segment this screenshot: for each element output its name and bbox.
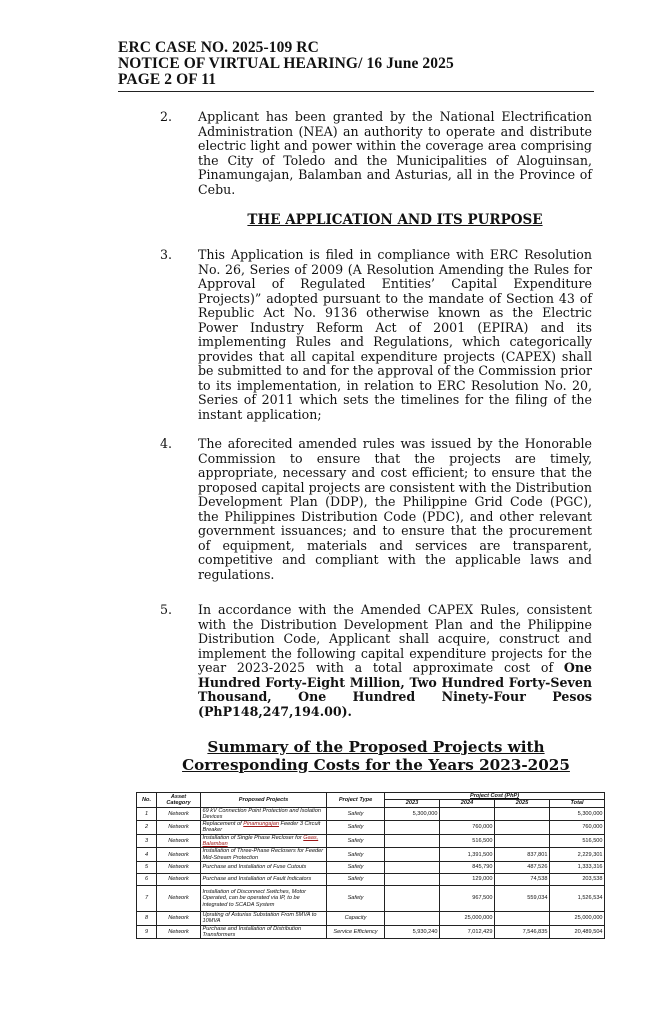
cell-category: Network (157, 834, 201, 848)
table-row (137, 821, 605, 835)
cell-2025: 837,801 (495, 848, 550, 862)
cell-project: Purchase and Installation of Distribution Transformers (201, 925, 327, 939)
page-indicator: PAGE 2 OF 11 (118, 71, 217, 88)
cell-no: 5 (137, 861, 157, 873)
cell-project: Purchase and Installation of Fault Indicators (201, 873, 327, 885)
paragraph-text: The aforecited amended rules was issued by the Honorable Commission to ensure that the projects are timely, appropriate, necessary and cost efficient; to ensure that the proposed capital projects are consistent with the Distribution Development Plan (DDP), the Philippine Grid Code (PGC), the Philippines Distribution Code (PDC), and other relevant government issuances; and to ensure that the procurement of equipment, materials and services are transparent, competitive and compliant with the applicable laws and regulations. (198, 436, 592, 582)
cell-type: Safety (327, 807, 385, 821)
table-row (137, 911, 605, 925)
cell-type: Safety (327, 861, 385, 873)
cell-project-part: Feeder 3 Circuit Breaker (202, 821, 321, 834)
header-2025: 2025 (495, 800, 550, 807)
cell-2025: 487,526 (495, 861, 550, 873)
cell-type: Service Efficiency (327, 925, 385, 939)
header-rule (118, 91, 594, 92)
cell-2024: 25,000,000 (440, 911, 495, 925)
cell-2023 (385, 834, 440, 848)
table-row (137, 873, 605, 885)
cell-no: 9 (137, 925, 157, 939)
cell-category: Network (157, 911, 201, 925)
cell-2024: 760,000 (440, 821, 495, 835)
cell-project-part: Replacement of (202, 821, 244, 828)
cell-total: 1,526,534 (550, 885, 605, 911)
header-project-type: Project Type (327, 793, 385, 808)
cell-project-place: Pinamungajan (243, 821, 279, 828)
cell-total: 760,000 (550, 821, 605, 835)
cell-2023 (385, 861, 440, 873)
cell-2024: 516,500 (440, 834, 495, 848)
cell-no: 2 (137, 821, 157, 835)
paragraph-number: 3. (160, 247, 173, 262)
cell-category: Network (157, 807, 201, 821)
cell-total: 516,500 (550, 834, 605, 848)
total-cost-text: One Hundred Forty-Eight Million, Two Hundred Forty-Seven Thousand, One Hundred Ninety-Four Pesos (PhP148,247,194.00). (198, 660, 592, 719)
cell-category: Network (157, 861, 201, 873)
cell-type: Safety (327, 821, 385, 835)
table-header-row (137, 793, 605, 800)
cell-2024: 7,012,429 (440, 925, 495, 939)
cell-no: 6 (137, 873, 157, 885)
cell-project: Purchase and Installation of Fuse Cutouts (201, 861, 327, 873)
cell-total: 25,000,000 (550, 911, 605, 925)
cell-2025 (495, 821, 550, 835)
cell-2023: 5,300,000 (385, 807, 440, 821)
cell-2025 (495, 911, 550, 925)
table-row (137, 885, 605, 911)
cell-total: 203,538 (550, 873, 605, 885)
table-row (137, 807, 605, 821)
cell-total: 1,333,316 (550, 861, 605, 873)
header-proposed-projects: Proposed Projects (201, 793, 327, 808)
cell-project (201, 821, 327, 835)
cell-2024: 845,790 (440, 861, 495, 873)
cell-project-place: Gaas, Balamban (202, 834, 319, 848)
cell-type: Capacity (327, 911, 385, 925)
cell-type: Safety (327, 834, 385, 848)
paragraph-text: This Application is filed in compliance with ERC Resolution No. 26, Series of 2009 (A Resolution Amending the Rules for Approval of Regulated Entities’ Capital Expenditure Projects)” adopted pursuant to the mandate of Section 43 of Republic Act No. 9136 otherwise known as the Electric Power Industry Reform Act of 2001 (EPIRA) and its implementing Rules and Regulations, which categorically provides that all capital expenditure projects (CAPEX) shall be submitted to and for the approval of the Commission prior to its implementation, in relation to ERC Resolution No. 20, Series of 2011 which sets the timelines for the filing of the instant application; (198, 247, 592, 422)
cell-2023 (385, 873, 440, 885)
cell-project: Installation of Three-Phase Reclosers for Feeder Mid-Stream Protection (201, 848, 327, 862)
cell-project: 69 kV Connection Point Protection and Isolation Devices (201, 807, 327, 821)
cell-project: Installation of Disconnect Switches, Motor Operated, can be operated via IP, to be integrated to SCADA System (201, 885, 327, 911)
header-total: Total (550, 800, 605, 807)
header-asset-category: Asset Category (157, 793, 201, 808)
paragraph-body: In accordance with the Amended CAPEX Rules, consistent with the Distribution Development Plan and the Philippine Distribution Code, Applicant shall acquire, construct and implement the following capital expenditure projects for the year 2023-2025 with a total approximate cost of (198, 602, 592, 675)
header-project-cost-label: Project Cost (PhP) (469, 793, 520, 799)
paragraph-3 (160, 248, 592, 422)
summary-title-line-2: Corresponding Costs for the Years 2023-2025 (182, 756, 570, 774)
cell-no: 4 (137, 848, 157, 862)
cell-category: Network (157, 925, 201, 939)
section-title: THE APPLICATION AND ITS PURPOSE (247, 212, 543, 228)
cell-total: 2,229,301 (550, 848, 605, 862)
cell-no: 8 (137, 911, 157, 925)
cell-2023: 5,930,240 (385, 925, 440, 939)
header-no: No. (137, 793, 157, 808)
cell-2024: 967,500 (440, 885, 495, 911)
cell-2024: 129,000 (440, 873, 495, 885)
cell-2025: 7,546,835 (495, 925, 550, 939)
paragraph-5 (160, 603, 592, 719)
cell-project-part: Installation of Single Phase Recloser for (202, 834, 304, 841)
paragraph-text (198, 603, 592, 719)
cell-type: Safety (327, 885, 385, 911)
cell-type: Safety (327, 848, 385, 862)
cell-no: 7 (137, 885, 157, 911)
projects-table (136, 792, 605, 939)
cell-project (201, 834, 327, 848)
paragraph-2 (160, 110, 592, 197)
paragraph-number: 5. (160, 602, 173, 617)
table-row (137, 861, 605, 873)
cell-project: Uprating of Asturias Substation From 5MVA to 10MVA (201, 911, 327, 925)
cell-2023 (385, 821, 440, 835)
cell-no: 1 (137, 807, 157, 821)
cell-2023 (385, 885, 440, 911)
table-row (137, 848, 605, 862)
cell-2025: 559,034 (495, 885, 550, 911)
cell-2025 (495, 834, 550, 848)
document-header (118, 40, 598, 88)
cell-2025 (495, 807, 550, 821)
table-row (137, 834, 605, 848)
paragraph-4 (160, 437, 592, 582)
cell-2025: 74,538 (495, 873, 550, 885)
header-2024: 2024 (440, 800, 495, 807)
table-row (137, 925, 605, 939)
cell-category: Network (157, 821, 201, 835)
header-project-cost (385, 793, 605, 800)
paragraph-number: 2. (160, 109, 173, 124)
cell-2023 (385, 911, 440, 925)
paragraph-text: Applicant has been granted by the National Electrification Administration (NEA) an authority to operate and distribute electric light and power within the coverage area comprising the City of Toledo and the Municipalities of Aloguinsan, Pinamungajan, Balamban and Asturias, all in the Province of Cebu. (198, 109, 592, 197)
hearing-notice: NOTICE OF VIRTUAL HEARING/ 16 June 2025 (118, 55, 454, 72)
cell-category: Network (157, 848, 201, 862)
cell-total: 5,300,000 (550, 807, 605, 821)
cell-2023 (385, 848, 440, 862)
case-number: ERC CASE NO. 2025-109 RC (118, 39, 319, 56)
summary-title (160, 738, 592, 774)
cell-total: 20,489,504 (550, 925, 605, 939)
cell-no: 3 (137, 834, 157, 848)
header-2023: 2023 (385, 800, 440, 807)
paragraph-number: 4. (160, 436, 173, 451)
cell-2024 (440, 807, 495, 821)
cell-category: Network (157, 885, 201, 911)
summary-title-line-1: Summary of the Proposed Projects with (207, 738, 545, 756)
cell-category: Network (157, 873, 201, 885)
cell-2024: 1,391,500 (440, 848, 495, 862)
cell-type: Safety (327, 873, 385, 885)
